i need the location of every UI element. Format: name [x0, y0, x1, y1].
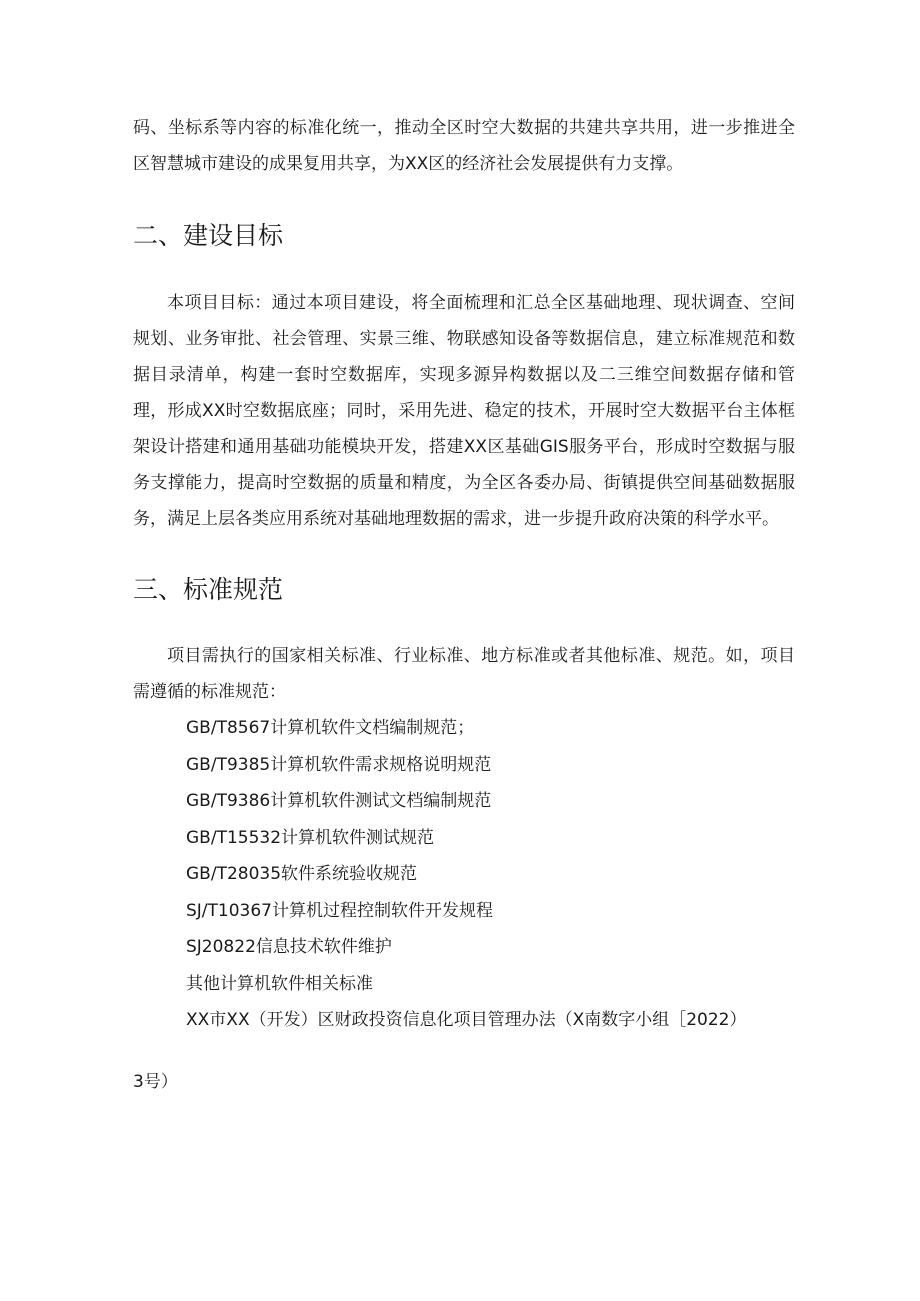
goals-paragraph: 本项目目标：通过本项目建设，将全面梳理和汇总全区基础地理、现状调查、空间规划、业务审批、社会管理、实景三维、物联感知设备等数据信息，建立标准规范和数据目录清单，构建一套时空数据库，实现多源异构数据以及二三维空间数据存储和管理，形成XX时空数据底座；同时，采用先进、稳定的技术，开展时空大数据平台主体框架设计搭建和通用基础功能模块开发，搭建XX区基础GIS服务平台，形成时空数据与服务支撑能力，提高时空数据的质量和精度，为全区各委办局、街镇提供空间基础数据服务，满足上层各类应用系统对基础地理数据的需求，进一步提升政府决策的科学水平。 [133, 293, 795, 529]
standard-item: GB/T9386计算机软件测试文档编制规范 [186, 791, 492, 811]
standard-item: GB/T9385计算机软件需求规格说明规范 [186, 754, 492, 775]
standards-intro-paragraph: 项目需执行的国家相关标准、行业标准、地方标准或者其他标准、规范。如，项目需遵循的标准规范： [133, 646, 795, 702]
standard-item: XX市XX（开发）区财政投资信息化项目管理办法（X南数字小组［2022） [186, 1010, 747, 1030]
section-heading-standards: 三、标准规范 [133, 575, 284, 604]
standards-tail-text: 3号） [133, 1072, 178, 1092]
intro-paragraph: 码、坐标系等内容的标准化统一，推动全区时空大数据的共建共享共用，进一步推进全区智慧城市建设的成果复用共享，为XX区的经济社会发展提供有力支撑。 [133, 118, 795, 174]
standard-item: 其他计算机软件相关标准 [186, 973, 373, 994]
standard-item: GB/T15532计算机软件测试规范 [186, 827, 435, 848]
standards-list [186, 710, 747, 1039]
standard-item: GB/T8567计算机软件文档编制规范； [186, 718, 475, 738]
standard-item: GB/T28035软件系统验收规范 [186, 864, 418, 884]
standard-item: SJ/T10367计算机过程控制软件开发规程 [186, 900, 493, 921]
section-heading-goals: 二、建设目标 [133, 221, 284, 250]
standard-item: SJ20822信息技术软件维护 [186, 937, 392, 957]
